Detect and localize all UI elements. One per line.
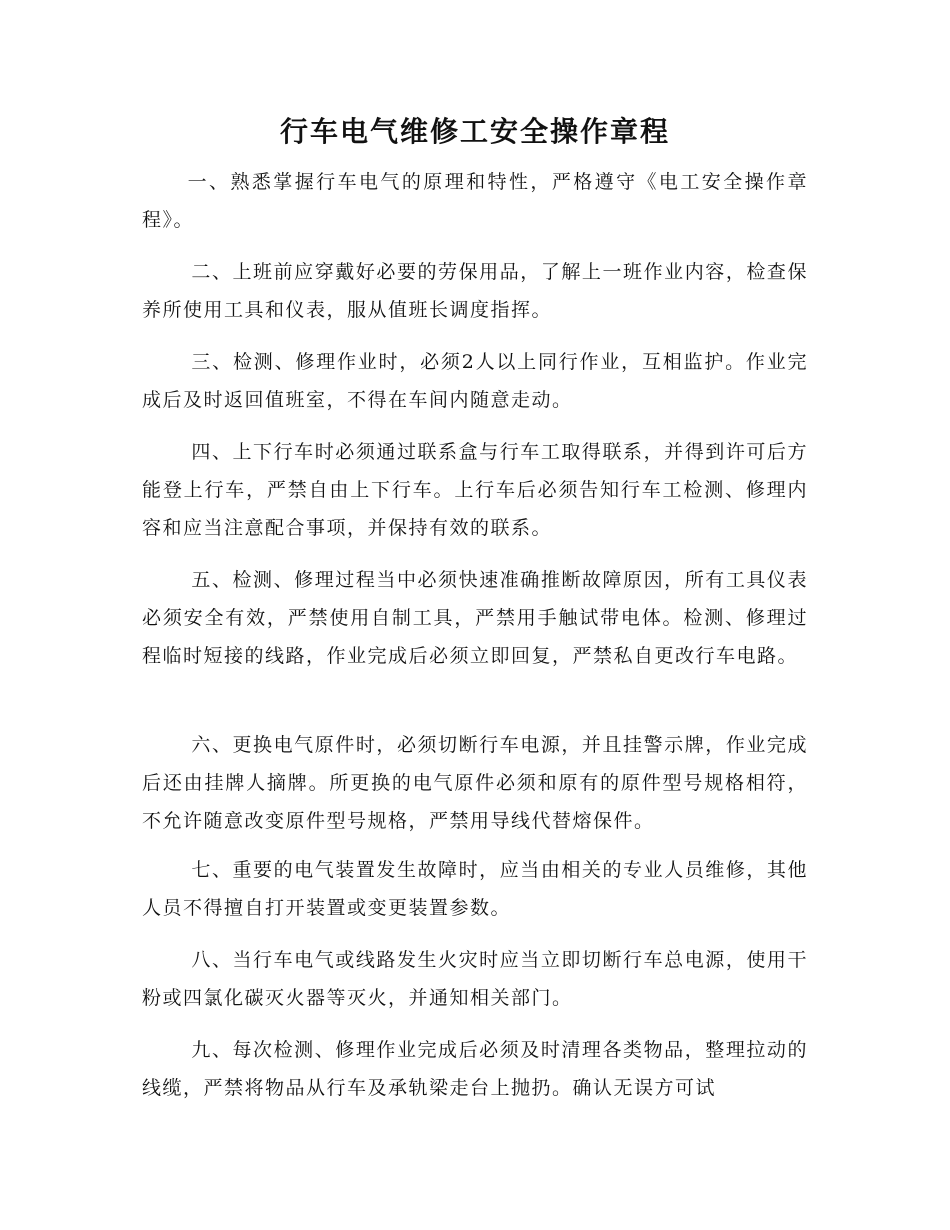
paragraph-9: 九、每次检测、修理作业完成后必须及时清理各类物品，整理拉动的线缆，严禁将物品从行车及承轨梁走台上抛扔。确认无误方可试 bbox=[142, 1039, 808, 1099]
paragraph-8: 八、当行车电气或线路发生火灾时应当立即切断行车总电源，使用干粉或四氯化碳灭火器等灭火，并通知相关部门。 bbox=[142, 949, 808, 1009]
paragraph-5: 五、检测、修理过程当中必须快速准确推断故障原因，所有工具仪表必须安全有效，严禁使用自制工具，严禁用手触试带电体。检测、修理过程临时短接的线路，作业完成后必须立即回复，严禁私自更改行车电路。 bbox=[142, 569, 808, 667]
paragraph-2: 二、上班前应穿戴好必要的劳保用品，了解上一班作业内容，检查保养所使用工具和仪表，服从值班长调度指挥。 bbox=[142, 261, 808, 321]
document-title: 行车电气维修工安全操作章程 bbox=[279, 115, 670, 148]
paragraph-4: 四、上下行车时必须通过联系盒与行车工取得联系，并得到许可后方能登上行车，严禁自由上下行车。上行车后必须告知行车工检测、修理内容和应当注意配合事项，并保持有效的联系。 bbox=[142, 441, 808, 539]
paragraph-6: 六、更换电气原件时，必须切断行车电源，并且挂警示牌，作业完成后还由挂牌人摘牌。所更换的电气原件必须和原有的原件型号规格相符，不允许随意改变原件型号规格，严禁用导线代替熔保件。 bbox=[142, 734, 808, 832]
paragraph-7: 七、重要的电气装置发生故障时，应当由相关的专业人员维修，其他人员不得擅自打开装置或变更装置参数。 bbox=[142, 859, 808, 919]
paragraph-1: 一、熟悉掌握行车电气的原理和特性，严格遵守《电工安全操作章程》。 bbox=[142, 171, 808, 231]
paragraph-3: 三、检测、修理作业时，必须2人以上同行作业，互相监护。作业完成后及时返回值班室，不得在车间内随意走动。 bbox=[142, 351, 808, 411]
